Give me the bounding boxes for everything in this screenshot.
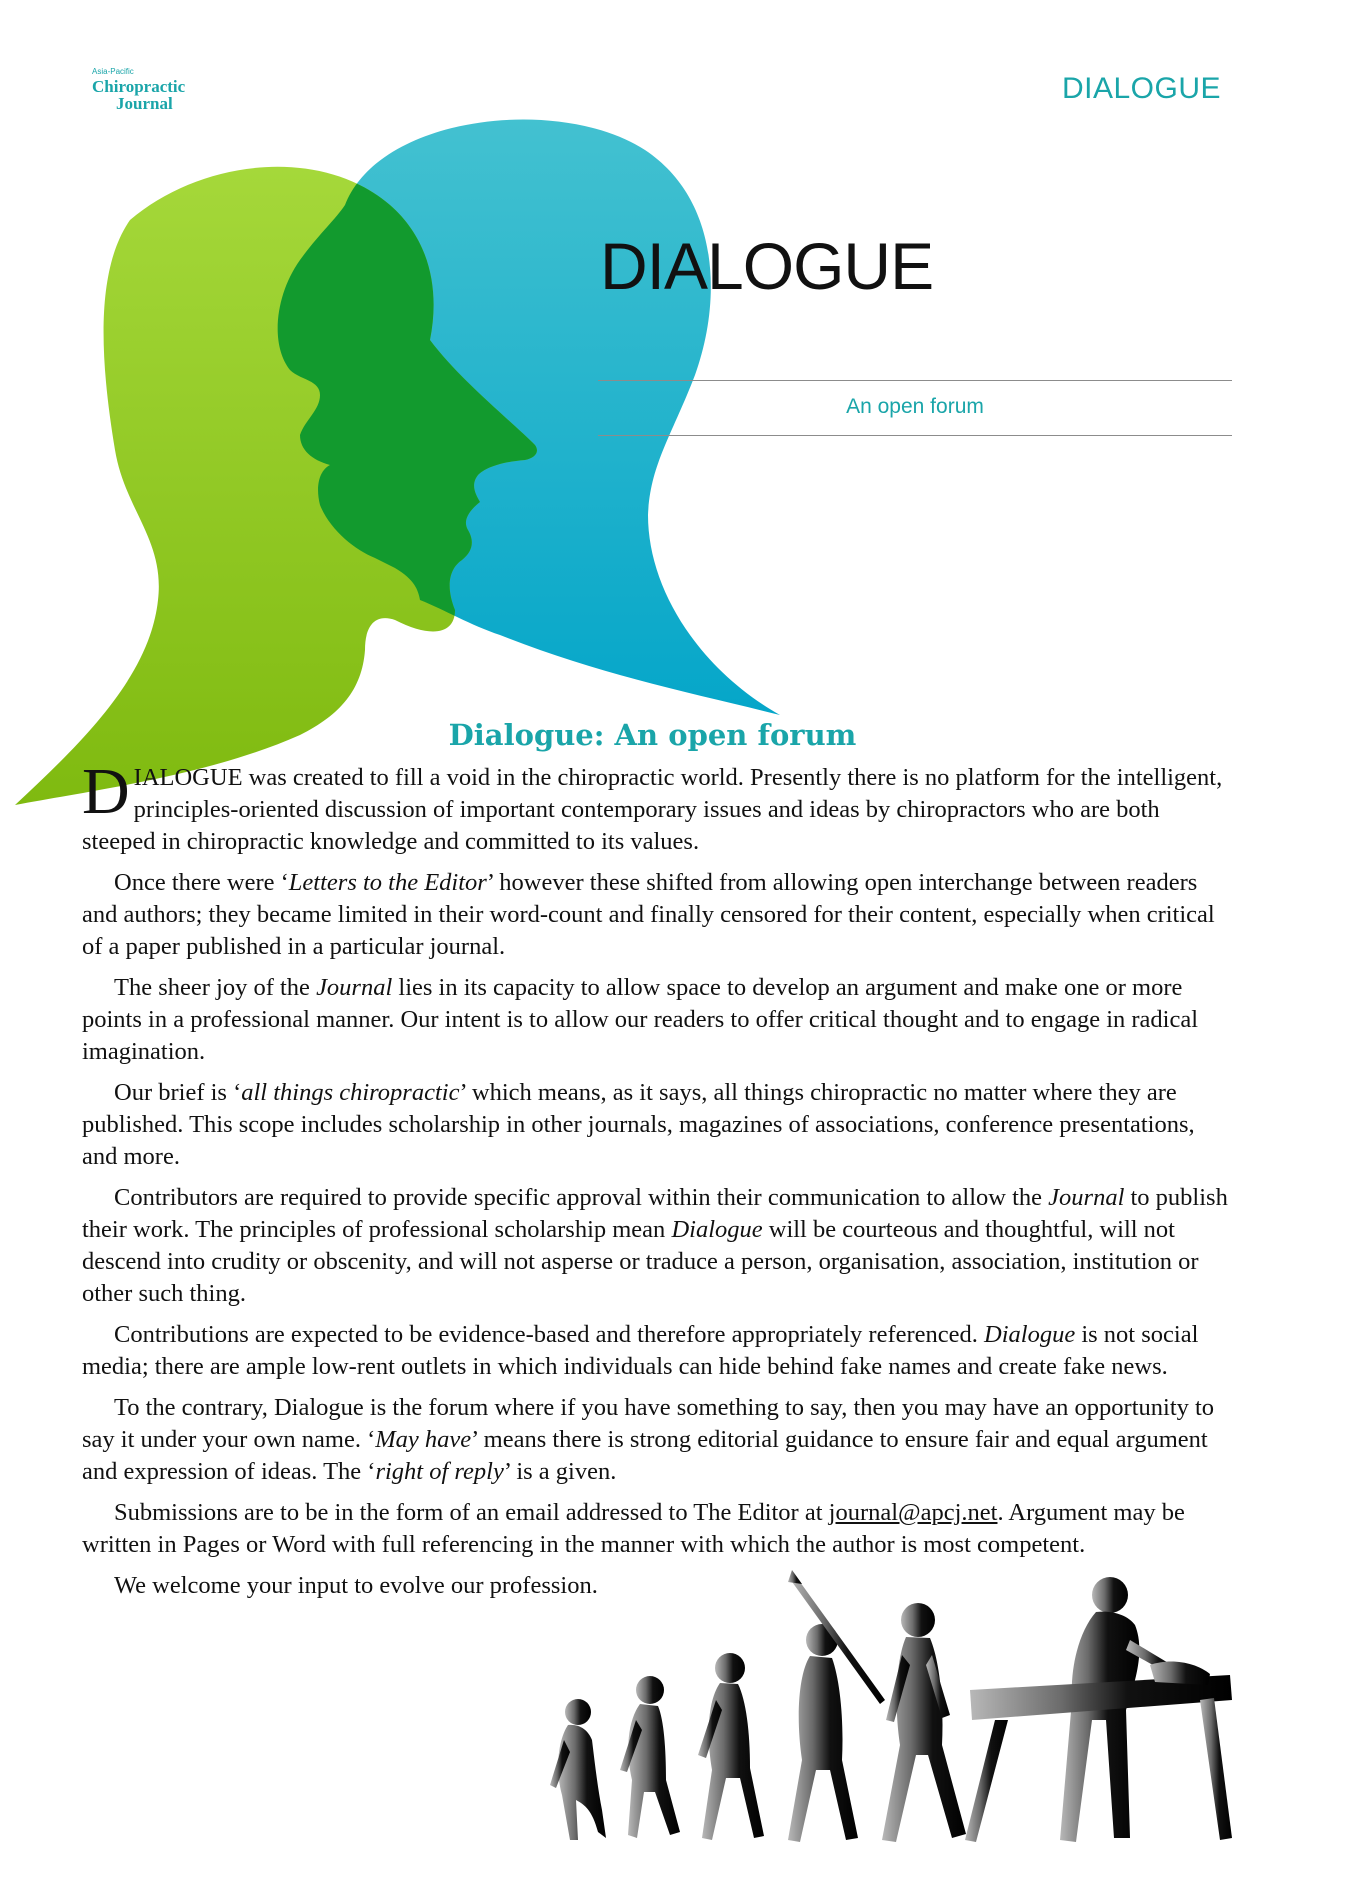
paragraph-8: [82, 1497, 1230, 1561]
p2-a: Once there were ‘: [114, 869, 289, 896]
p3-italic: Journal: [316, 974, 393, 1001]
p5-c: to publish their work. The principles of professional scholarship mean: [82, 1184, 1228, 1243]
p5-italic-1: Journal: [1048, 1184, 1125, 1211]
subtitle: An open forum: [846, 395, 984, 418]
hominid-silhouette: [698, 1653, 764, 1840]
p5-a: Contributors are required to provide specific approval within their communication to allow the: [114, 1184, 1049, 1211]
paragraph-1: [82, 755, 1230, 858]
paragraph-1-text: IALOGUE was created to fill a void in the chiropractic world. Presently there is no platform for the intelligent, principles-oriented discussion of important contemporary issues and ideas by chiropractors who are both steeped in chiropractic knowledge and committed to its values.: [82, 764, 1223, 855]
p4-c: ’ which means, as it says, all things chiropractic no matter where they are published. This scope includes scholarship in other journals, magazines of associations, conference presentations, and more.: [82, 1079, 1195, 1170]
logo-line-2: Journal: [116, 94, 173, 113]
p4-a: Our brief is ‘: [114, 1079, 242, 1106]
dialogue-heads-illustration: [0, 90, 800, 810]
p7-c: ’ means there is strong editorial guidance to ensure fair and equal argument and expression of ideas. The ‘: [82, 1426, 1208, 1485]
p6-italic: Dialogue: [984, 1321, 1076, 1348]
p6-c: is not social media; there are ample low-rent outlets in which individuals can hide behind fake names and create fake news.: [82, 1321, 1199, 1380]
walking-human-silhouette: [882, 1603, 966, 1842]
p7-e: ’ is a given.: [503, 1458, 617, 1485]
treatment-table-silhouette: [965, 1662, 1232, 1842]
p7-a: To the contrary, Dialogue is the forum where if you have something to say, then you may have an opportunity to say it under your own name. ‘: [82, 1394, 1215, 1453]
p8-c: . Argument may be written in Pages or Word with full referencing in the manner with which the author is most competent.: [82, 1499, 1185, 1558]
p8-a: Submissions are to be in the form of an email addressed to The Editor at: [114, 1499, 829, 1526]
paragraph-5: [82, 1182, 1230, 1310]
page-title: DIALOGUE: [600, 229, 934, 303]
ape-silhouette: [550, 1699, 606, 1840]
running-head: DIALOGUE: [1061, 72, 1221, 105]
p6-a: Contributions are expected to be evidence-based and therefore appropriately referenced.: [114, 1321, 985, 1348]
p5-e: will be courteous and thoughtful, will not descend into crudity or obscenity, and will not asperse or traduce a person, organisation, association, institution or other such thing.: [82, 1216, 1199, 1307]
evolution-illustration: [540, 1570, 1260, 1890]
logo-region: Asia-Pacific: [92, 67, 134, 76]
paragraph-3: [82, 972, 1230, 1068]
paragraph-6: [82, 1319, 1230, 1383]
p3-a: The sheer joy of the: [114, 974, 317, 1001]
article-body: [82, 755, 1230, 1611]
paragraph-2: [82, 867, 1230, 963]
early-hominid-silhouette: [620, 1676, 680, 1838]
email-link[interactable]: journal@apcj.net: [828, 1499, 998, 1526]
paragraph-7: [82, 1392, 1230, 1488]
p4-italic: all things chiropractic: [241, 1079, 460, 1106]
paragraph-4: [82, 1077, 1230, 1173]
spear-hunter-silhouette: [788, 1570, 885, 1842]
p2-c: ’ however these shifted from allowing open interchange between readers and authors; they became limited in their word-count and finally censored for their content, especially when critical of a paper published in a particular journal.: [82, 869, 1215, 960]
p9-text: We welcome your input to evolve our profession.: [114, 1572, 598, 1599]
title-rule-top: [598, 380, 1232, 381]
p3-c: lies in its capacity to allow space to develop an argument and make one or more points in a professional manner. Our intent is to allow our readers to offer critical thought and to engage in radical imagination.: [82, 974, 1199, 1065]
logo-line-1: Chiropractic: [92, 77, 186, 96]
p5-italic-2: Dialogue: [671, 1216, 763, 1243]
p7-italic-2: right of reply: [375, 1458, 504, 1485]
p2-italic: Letters to the Editor: [288, 869, 487, 896]
drop-cap: D: [82, 755, 130, 828]
title-rule-bottom: [598, 435, 1232, 436]
p7-italic-1: May have: [375, 1426, 472, 1453]
section-heading: Dialogue: An open forum: [448, 718, 857, 752]
